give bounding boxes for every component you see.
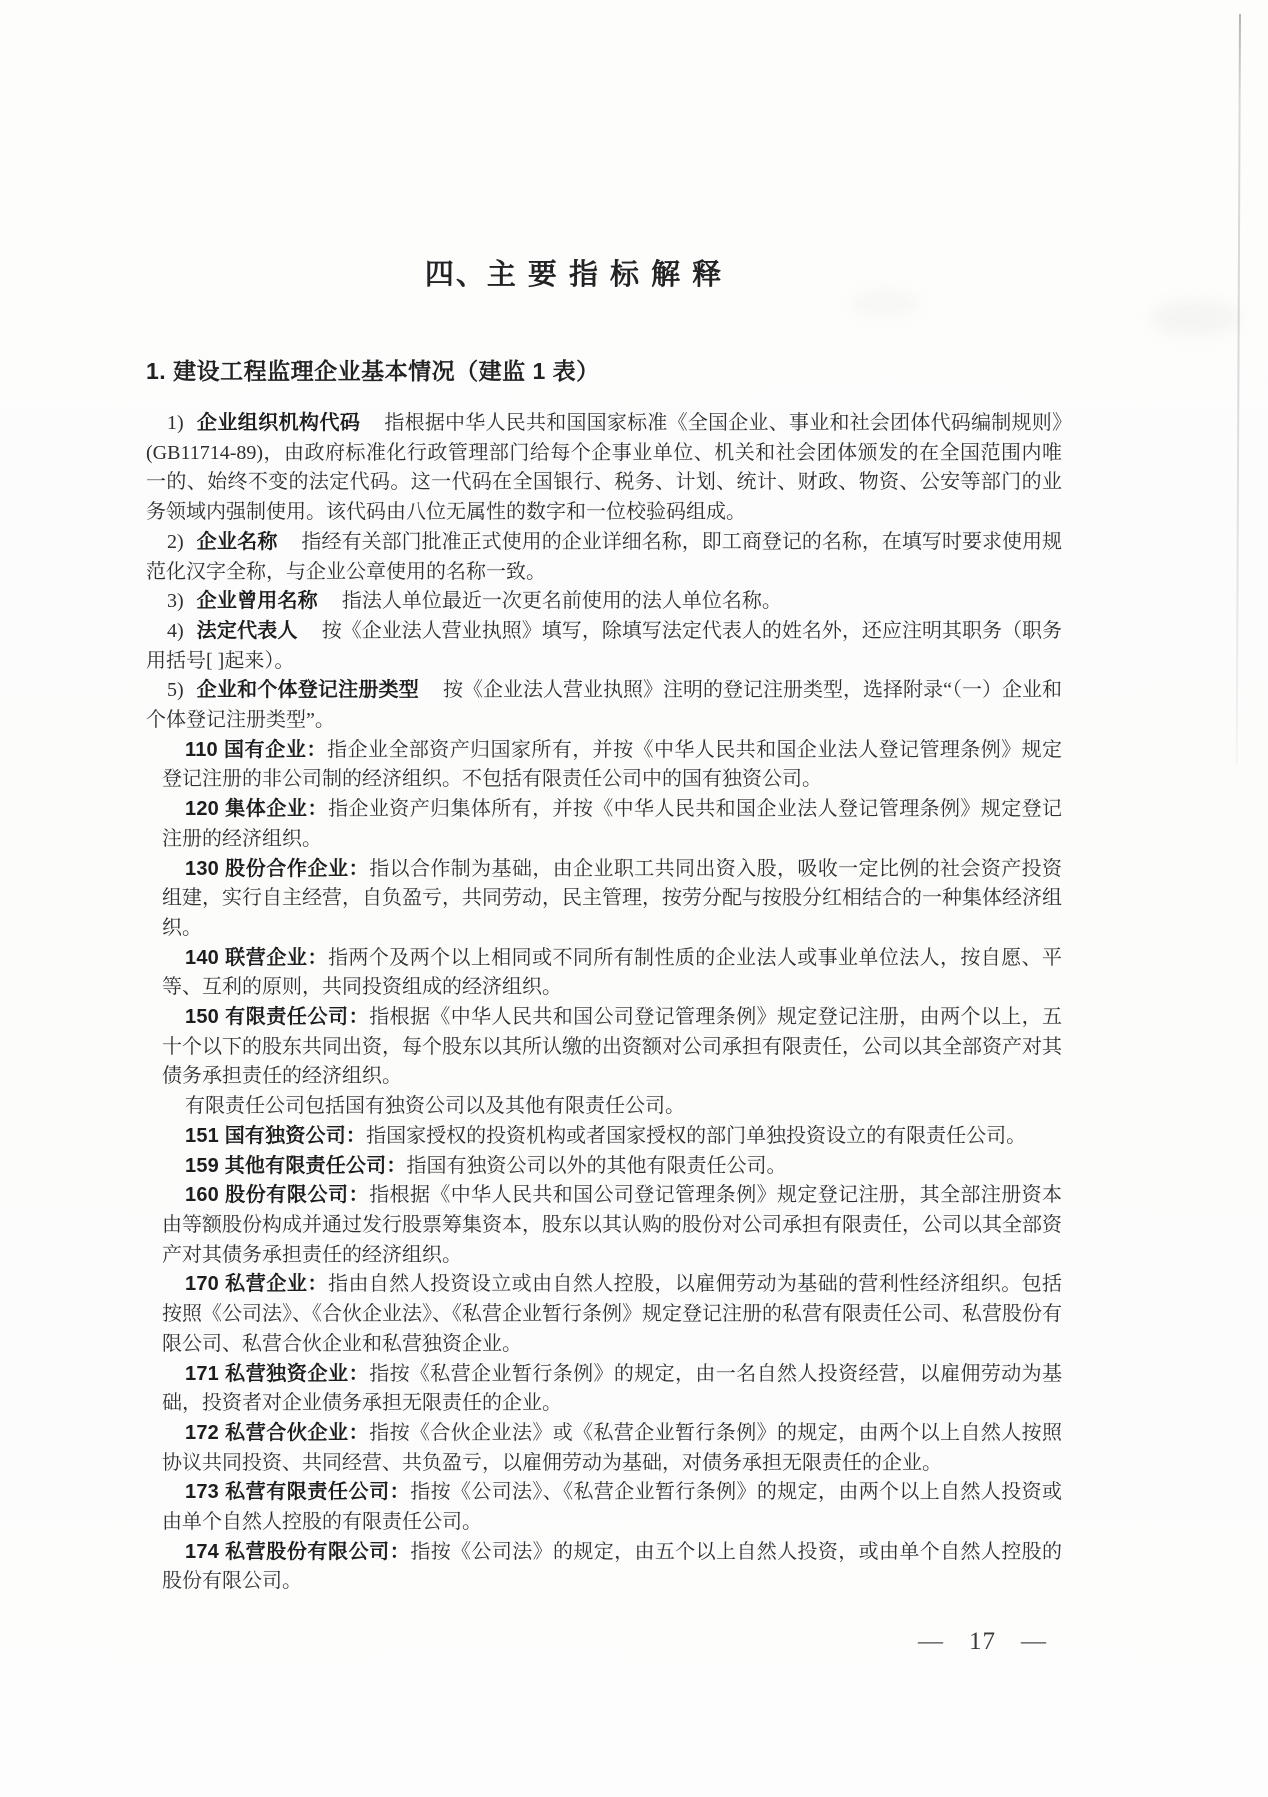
footer-left-dash: —: [918, 1628, 944, 1655]
item-body: 指按《公司法》的规定，由五个以上自然人投资，或由单个自然人控股的股份有限公司。: [162, 1540, 1063, 1593]
definition-item: [146, 617, 1062, 676]
registration-type-item: [146, 736, 1062, 795]
registration-type-item: [146, 1478, 1062, 1537]
page-footer: [918, 1628, 1047, 1656]
item-body: 指企业资产归集体所有，并按《中华人民共和国企业法人登记管理条例》规定登记注册的经济组织。: [162, 798, 1062, 850]
item-term: 150 有限责任公司：: [185, 1006, 370, 1029]
item-body: 按《企业法人营业执照》注明的登记注册类型，选择附录“（一）企业和个体登记注册类型”。: [146, 679, 1062, 732]
item-body: 指国家授权的投资机构或者国家授权的部门单独投资设立的有限责任公司。: [366, 1124, 1027, 1147]
registration-type-item: [146, 1538, 1062, 1597]
item-term: 172 私营合伙企业：: [185, 1421, 370, 1444]
item-body: 指按《公司法》、《私营企业暂行条例》的规定，由两个以上自然人投资或由单个自然人控股的有限责任公司。: [162, 1481, 1063, 1534]
section-heading: 1. 建设工程监理企业基本情况（建监 1 表）: [146, 358, 600, 384]
registration-type-item: [146, 1152, 1062, 1182]
item-marker: 4): [167, 619, 184, 642]
item-body: 指根据《中华人民共和国公司登记管理条例》规定登记注册，由两个以上，五十个以下的股东共同出资，每个股东以其所认缴的出资额对公司承担有限责任，公司以其全部资产对其债务承担责任的经济组织。: [162, 1006, 1062, 1088]
document-title: 四、主 要 指 标 解 释: [424, 259, 724, 291]
page-content: [146, 0, 1062, 1597]
registration-type-item: [146, 1181, 1062, 1270]
item-term: 171 私营独资企业：: [185, 1362, 370, 1385]
registration-type-item: [146, 1360, 1062, 1419]
item-term: 110 国有企业：: [185, 738, 328, 761]
registration-type-item: [146, 944, 1062, 1003]
item-body: 指两个及两个以上相同或不同所有制性质的企业法人或事业单位法人，按自愿、平等、互利的原则，共同投资组成的经济组织。: [162, 946, 1062, 999]
item-term: 151 国有独资公司：: [185, 1124, 367, 1147]
item-term: 企业和个体登记注册类型: [196, 679, 419, 702]
item-body: 指经有关部门批准正式使用的企业详细名称，即工商登记的名称，在填写时要求使用规范化汉字全称，与企业公章使用的名称一致。: [146, 530, 1063, 583]
item-term: 140 联营企业：: [185, 946, 329, 969]
page-number: 17: [969, 1628, 996, 1655]
item-term: 160 股份有限公司：: [185, 1184, 370, 1207]
item-term: 120 集体企业：: [185, 798, 329, 821]
item-marker: 1): [167, 412, 184, 434]
definition-item: [146, 409, 1062, 528]
item-marker: 2): [167, 530, 184, 553]
item-term: 法定代表人: [196, 619, 298, 642]
item-term: 企业组织机构代码: [196, 412, 361, 434]
item-term: 企业曾用名称: [196, 590, 318, 613]
item-term: 159 其他有限责任公司：: [185, 1154, 407, 1177]
definition-item: [146, 676, 1062, 735]
scan-smudge: [1150, 300, 1240, 336]
item-marker: 5): [167, 679, 184, 702]
item-body: 指根据《中华人民共和国公司登记管理条例》规定登记注册，其全部注册资本由等额股份构成并通过发行股票筹集资本，股东以其认购的股份对公司承担有限责任，公司以其全部资产对其债务承担责任的经济组织。: [162, 1184, 1062, 1266]
item-marker: 3): [167, 590, 184, 613]
item-body: 按《企业法人营业执照》填写，除填写法定代表人的姓名外，还应注明其职务（职务用括号[ ]起来）。: [146, 619, 1062, 672]
item-body: 指以合作制为基础，由企业职工共同出资入股，吸收一定比例的社会资产投资组建，实行自主经营，自负盈亏，共同劳动，民主管理，按劳分配与按股分红相结合的一种集体经济组织。: [162, 857, 1062, 939]
item-body: 指由自然人投资设立或由自然人控股，以雇佣劳动为基础的营利性经济组织。包括按照《公司法》、《合伙企业法》、《私营企业暂行条例》规定登记注册的私营有限责任公司、私营股份有限公司、私营合伙企业和私营独资企业。: [162, 1273, 1062, 1355]
item-body: 指按《私营企业暂行条例》的规定，由一名自然人投资经营，以雇佣劳动为基础，投资者对企业债务承担无限责任的企业。: [162, 1362, 1062, 1415]
definition-item: [146, 587, 1062, 617]
registration-type-item: [146, 1270, 1062, 1359]
registration-type-item: [146, 1419, 1062, 1478]
registration-type-item: [146, 855, 1062, 944]
registration-type-item: [146, 795, 1062, 854]
item-body: 指国有独资公司以外的其他有限责任公司。: [406, 1154, 787, 1177]
definition-item: [146, 528, 1062, 587]
footer-right-dash: —: [1021, 1628, 1047, 1655]
item-term: 173 私营有限责任公司：: [185, 1481, 411, 1504]
item-body: 指法人单位最近一次更名前使用的法人单位名称。: [341, 590, 782, 613]
item-body: 指企业全部资产归国家所有，并按《中华人民共和国企业法人登记管理条例》规定登记注册的非公司制的经济组织。不包括有限责任公司中的国有独资公司。: [162, 738, 1063, 791]
item-body: 指根据中华人民共和国国家标准《全国企业、事业和社会团体代码编制规则》(GB11714-89)，由政府标准化行政管理部门给每个企事业单位、机关和社会团体颁发的在全国范围内唯一的、始终不变的法定代码。这一代码在全国银行、税务、计划、统计、财政、物资、公安等部门的业务领域内强制使用。该代码由八位无属性的数字和一位校验码组成。: [146, 412, 1062, 524]
scan-artifact-line: [1236, 14, 1241, 764]
item-body: 指按《合伙企业法》或《私营企业暂行条例》的规定，由两个以上自然人按照协议共同投资、共同经营、共负盈亏，以雇佣劳动为基础，对债务承担无限责任的企业。: [162, 1421, 1062, 1474]
registration-type-item: [146, 1122, 1062, 1152]
registration-type-item: [146, 1003, 1062, 1092]
item-term: 174 私营股份有限公司：: [185, 1540, 411, 1563]
item-term: 170 私营企业：: [185, 1273, 329, 1296]
paragraph: [146, 1092, 1062, 1122]
document-body: [146, 409, 1062, 1597]
item-term: 130 股份合作企业：: [185, 857, 370, 880]
item-body: 有限责任公司包括国有独资公司以及其他有限责任公司。: [185, 1095, 685, 1118]
item-term: 企业名称: [196, 530, 278, 553]
